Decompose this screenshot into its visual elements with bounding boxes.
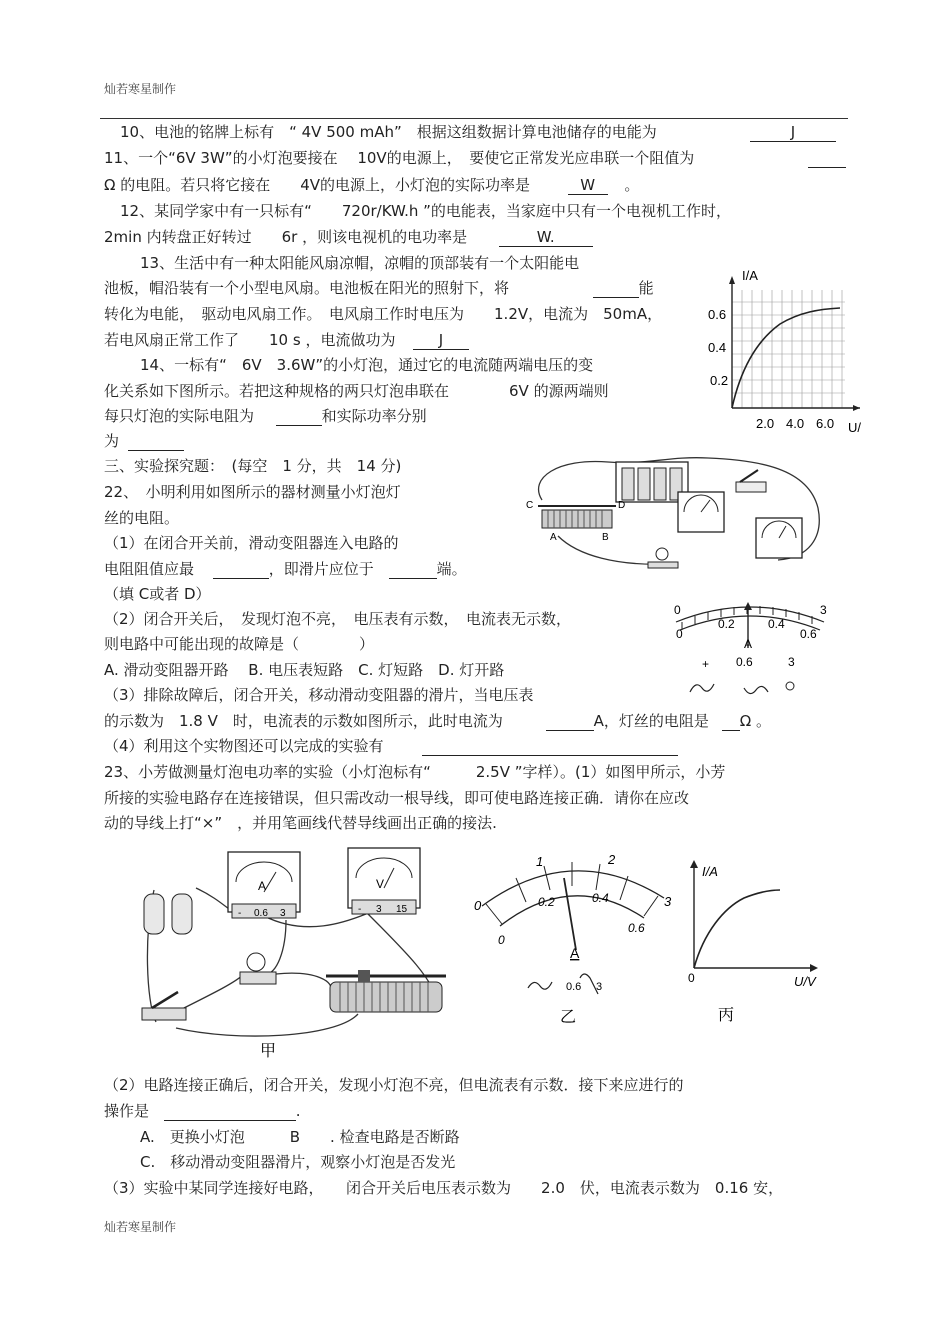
svg-text:I/A: I/A: [702, 864, 718, 879]
svg-text:0.2: 0.2: [538, 895, 555, 909]
q23-ammeter-yi: [472, 846, 682, 1026]
q23-line-a: 23、小芳做测量灯泡电功率的实验（小灯泡标有“ 2.5V ”字样）。(1）如图甲所示，小芳: [104, 763, 726, 781]
svg-text:0: 0: [498, 933, 505, 947]
q10-line: 10、电池的铭牌上标有 “ 4V 500 mAh” 根据这组数据计算电池储存的电能为: [120, 123, 657, 141]
needle: [564, 878, 576, 950]
answer-blank[interactable]: W.: [499, 228, 593, 247]
x-tick: 6.0: [816, 416, 835, 431]
figure-label-bing: 丙: [718, 1007, 735, 1024]
svg-text:V: V: [376, 877, 385, 891]
q23-line-d: （2）电路连接正确后，闭合开关，发现小灯泡不亮，但电流表有示数．接下来应进行的: [104, 1076, 684, 1094]
voltmeter-icon: [756, 518, 802, 558]
switch-icon: [736, 470, 766, 492]
rheostat-icon: [326, 970, 446, 1012]
q22-line-j: 的示数为 1.8 V 时，电流表的示数如图所示，此时电流为 A，灯丝的电阻是 Ω 。: [104, 712, 771, 730]
voltmeter-icon: [348, 848, 420, 915]
svg-text:3: 3: [788, 655, 795, 669]
svg-text:3: 3: [596, 981, 603, 993]
bulb-icon: [240, 953, 276, 984]
svg-text:0.6: 0.6: [254, 908, 268, 919]
q14-line-d: 为: [104, 431, 184, 451]
q23-circuit-jia: [136, 842, 476, 1062]
section-3-title: 三、实验探究题： (每空 1 分，共 14 分): [104, 457, 402, 475]
x-tick: 4.0: [786, 416, 805, 431]
svg-text:U/V: U/V: [794, 974, 816, 989]
q11-line-a: 11、一个“6V 3W”的小灯泡要接在 10V的电源上， 要使它正常发光应串联一个阻值为: [104, 149, 695, 167]
svg-text:0.4: 0.4: [592, 891, 609, 905]
svg-text:0.2: 0.2: [718, 617, 735, 631]
q23-line-h: （3）实验中某同学连接好电路， 闭合开关后电压表示数为 2.0 伏，电流表示数为 0.16 安，: [104, 1179, 784, 1197]
q12-line-b: 2min 内转盘正好转过 6r ，则该电视机的电功率是 W.: [104, 227, 593, 247]
answer-blank[interactable]: [213, 560, 269, 579]
svg-text:B: B: [602, 532, 609, 543]
ammeter-icon: [678, 492, 724, 532]
q14-line-c: 每只灯泡的实际电阻为 和实际功率分别: [104, 407, 427, 425]
answer-blank[interactable]: W: [568, 176, 608, 195]
q13-line-a: 13、生活中有一种太阳能风扇凉帽，凉帽的顶部装有一个太阳能电: [140, 254, 580, 272]
q22-line-a: 22、 小明利用如图所示的器材测量小灯泡灯: [104, 483, 401, 501]
q22-ammeter-dial: [660, 596, 840, 708]
q14-line-b: 化关系如下图所示。若把这种规格的两只灯泡串联在 6V 的源两端则: [104, 382, 609, 400]
svg-text:1: 1: [536, 854, 544, 869]
svg-text:A: A: [258, 879, 267, 893]
switch-icon: [142, 992, 186, 1020]
answer-blank[interactable]: J: [750, 123, 836, 142]
q23-line-e: 操作是 .: [104, 1102, 301, 1120]
bulb-icon: [648, 548, 678, 568]
battery-box-icon: [616, 462, 688, 502]
y-tick: 0.4: [708, 340, 727, 355]
svg-text:+: +: [702, 657, 710, 671]
q12-line-a: 12、某同学家中有一只标有“ 720r/KW.h ”的电能表，当家庭中只有一个电视机工作时，: [120, 202, 731, 220]
q22-line-f: （2）闭合开关后， 发现灯泡不亮， 电压表有示数， 电流表无示数，: [104, 610, 572, 628]
svg-text:0: 0: [676, 627, 683, 641]
answer-blank[interactable]: [546, 712, 594, 731]
svg-text:0.6: 0.6: [566, 981, 582, 993]
svg-text:3: 3: [820, 603, 827, 617]
answer-blank[interactable]: [422, 737, 678, 756]
svg-text:3: 3: [280, 908, 286, 919]
battery-cell-icon: [144, 894, 192, 934]
svg-text:0.6: 0.6: [800, 627, 817, 641]
q22-line-e: （填 C或者 D）: [104, 585, 211, 603]
q10-blank: [750, 122, 836, 142]
svg-text:2: 2: [608, 852, 616, 867]
svg-text:0: 0: [474, 898, 482, 913]
answer-blank[interactable]: [128, 432, 184, 451]
svg-text:A: A: [744, 637, 753, 651]
y-tick: 0.6: [708, 307, 727, 322]
svg-text:A: A: [550, 532, 557, 543]
q23-line-f: A. 更换小灯泡 B . 检查电路是否断路: [140, 1128, 460, 1146]
svg-text:-: -: [238, 908, 242, 919]
q11-line-b: Ω 的电阻。若只将它接在 4V的电源上，小灯泡的实际功率是 W 。: [104, 176, 640, 194]
svg-text:-: -: [358, 904, 362, 915]
q22-line-h: A. 滑动变阻器开路 B. 电压表短路 C. 灯短路 D. 灯开路: [104, 661, 505, 679]
svg-text:A: A: [570, 945, 580, 961]
figure-label-jia: 甲: [260, 1043, 277, 1060]
answer-blank[interactable]: [164, 1102, 296, 1121]
q22-line-k: （4）利用这个实物图还可以完成的实验有: [104, 736, 678, 756]
q23-graph-bing: [684, 852, 834, 1024]
svg-text:0: 0: [688, 971, 695, 985]
q13-line-d: 若电风扇正常工作了 10 s ，电流做功为 J: [104, 330, 469, 350]
q23-line-c: 动的导线上打“×” ，并用笔画线代替导线画出正确的接法.: [104, 814, 497, 832]
svg-text:3: 3: [376, 904, 382, 915]
q22-circuit-photo: [518, 448, 830, 578]
answer-blank[interactable]: [593, 279, 639, 298]
svg-text:3: 3: [664, 894, 672, 909]
answer-blank[interactable]: [276, 407, 322, 426]
page-footer: 灿若寒星制作: [104, 1220, 177, 1234]
figure-label-yi: 乙: [560, 1009, 577, 1026]
iu-curve: [694, 890, 780, 968]
q23-line-g: C. 移动滑动变阻器滑片，观察小灯泡是否发光: [140, 1153, 456, 1171]
svg-text:0.6: 0.6: [736, 655, 753, 669]
svg-text:C: C: [526, 500, 534, 511]
svg-text:D: D: [618, 500, 626, 511]
answer-blank[interactable]: [389, 560, 437, 579]
page-header: 灿若寒星制作: [104, 82, 177, 96]
header-rule: [100, 118, 848, 119]
rheostat-icon: [526, 500, 625, 543]
q22-line-b: 丝的电阻。: [104, 509, 180, 527]
x-axis-label: U/: [848, 420, 861, 435]
svg-text:15: 15: [396, 904, 408, 915]
svg-text:0.4: 0.4: [768, 617, 785, 631]
y-tick: 0.2: [710, 373, 729, 388]
q23-line-b: 所接的实验电路存在连接错误，但只需改动一根导线，即可使电路连接正确．请你在应改: [104, 789, 690, 807]
answer-blank[interactable]: [722, 712, 740, 731]
svg-text:0.6: 0.6: [628, 921, 645, 935]
q22-line-d: 电阻阻值应最 ，即滑片应位于 端。: [104, 560, 467, 578]
answer-blank[interactable]: J: [413, 331, 469, 350]
x-tick: 2.0: [756, 416, 775, 431]
ammeter-icon: [228, 852, 300, 919]
q11-blank-a[interactable]: [808, 148, 846, 168]
svg-text:0: 0: [674, 603, 681, 617]
y-axis-label: I/A: [742, 268, 758, 283]
q22-line-g: 则电路中可能出现的故障是（ ）: [104, 635, 375, 653]
q14-iu-graph: [700, 262, 870, 438]
q13-line-b: 池板，帽沿装有一个小型电风扇。电池板在阳光的照射下，将 能: [104, 279, 654, 297]
q22-line-c: （1）在闭合开关前，滑动变阻器连入电路的: [104, 534, 399, 552]
q13-line-c: 转化为电能， 驱动电风扇工作。 电风扇工作时电压为 1.2V，电流为 50mA，: [104, 305, 663, 323]
q14-line-a: 14、一标有“ 6V 3.6W”的小灯泡，通过它的电流随两端电压的变: [140, 356, 594, 374]
q22-line-i: （3）排除故障后，闭合开关，移动滑动变阻器的滑片，当电压表: [104, 686, 534, 704]
